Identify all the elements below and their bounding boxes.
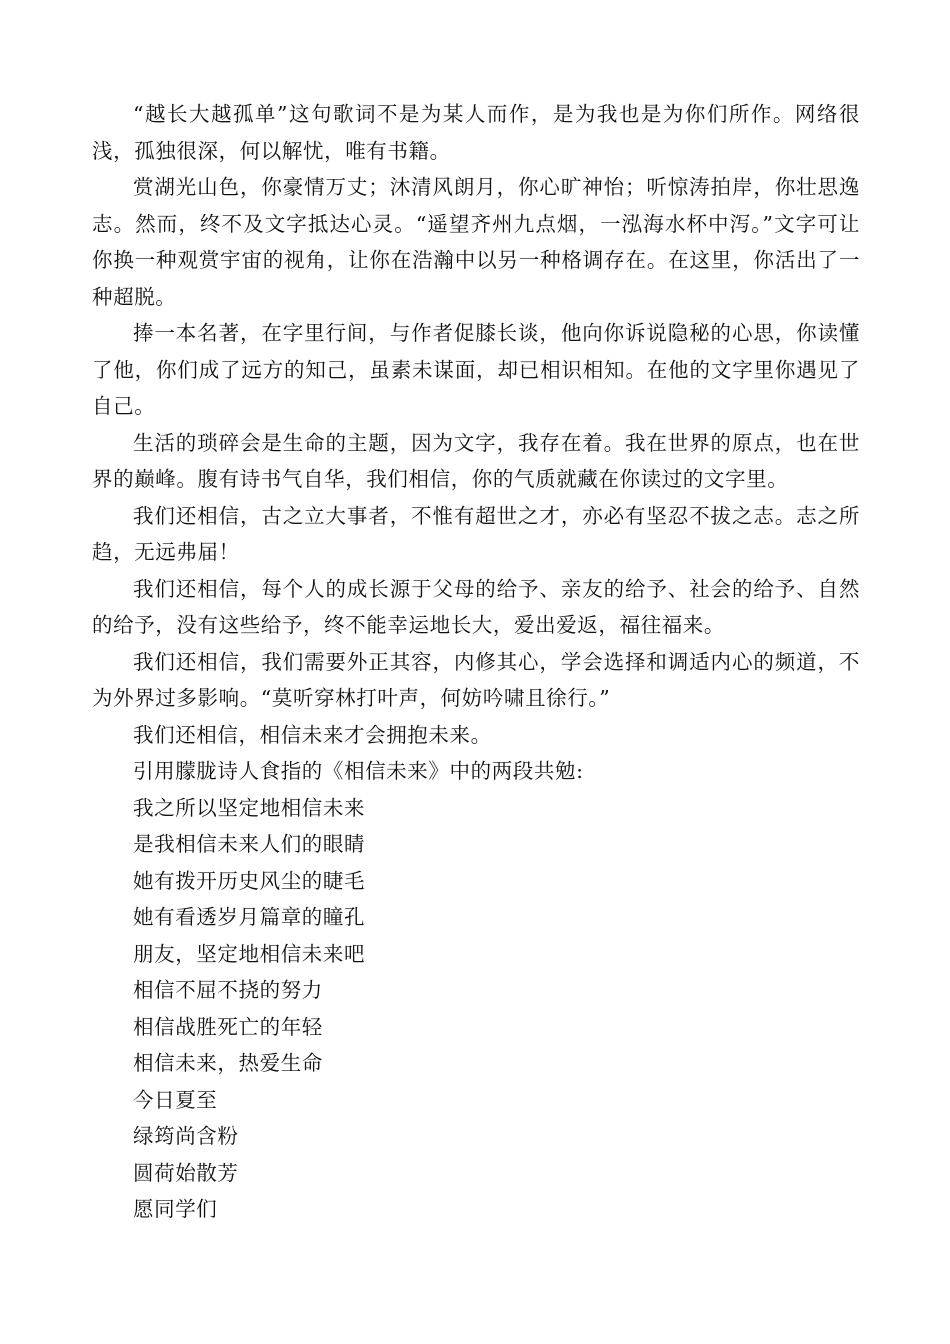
poem-line: 是我相信未来人们的眼睛: [133, 832, 366, 856]
poem-line: 朋友，坚定地相信未来吧: [133, 941, 366, 966]
paragraph-giving: 我们还相信，每个人的成长源于父母的给予、亲友的给予、社会的给予、自然的给予，没有这些给予，终不能幸运地长大，爱出爱返，福往福来。: [92, 576, 860, 637]
poem-line: 她有看透岁月篇章的瞳孔: [133, 905, 366, 929]
closing-line: 今日夏至: [133, 1087, 218, 1112]
paragraph-inner-cultivation: 我们还相信，我们需要外正其容，内修其心，学会选择和调适内心的频道，不为外界过多影响。“莫听穿林打叶声，何妨吟啸且徐行。”: [92, 649, 860, 710]
paragraph-life-trivia: 生活的琐碎会是生命的主题，因为文字，我存在着。我在世界的原点，也在世界的巅峰。腹有诗书气自华，我们相信，你的气质就藏在你读过的文字里。: [92, 430, 860, 491]
closing-line: 圆荷始散芳: [133, 1160, 239, 1185]
document-page: [92, 96, 860, 1228]
paragraph-classics: 捧一本名著，在字里行间，与作者促膝长谈，他向你诉说隐秘的心思，你读懂了他，你们成了远方的知己，虽素未谋面，却已相识相知。在他的文字里你遇见了自己。: [92, 321, 860, 418]
poem-line: 相信不屈不挠的努力: [133, 978, 323, 1002]
paragraph-great-ambition: 我们还相信，古之立大事者，不惟有超世之才，亦必有坚忍不拔之志。志之所趋，无远弗届！: [92, 503, 860, 564]
closing-line: 愿同学们: [133, 1197, 218, 1221]
poem-line: 我之所以坚定地相信未来: [133, 795, 366, 820]
paragraph-lonely-lyric: “越长大越孤单”这句歌词不是为某人而作，是为我也是为你们所作。网络很浅，孤独很深，何以解忧，唯有书籍。: [92, 102, 860, 163]
line-believe-future: 我们还相信，相信未来才会拥抱未来。: [133, 722, 492, 747]
closing-line: 绿筠尚含粉: [133, 1124, 239, 1148]
poem-line: 她有拨开历史风尘的睫毛: [133, 868, 366, 893]
paragraph-scenery: 赏湖光山色，你豪情万丈；沐清风朗月，你心旷神怡；听惊涛拍岸，你壮思逸志。然而，终不及文字抵达心灵。“遥望齐州九点烟，一泓海水杯中泻。”文字可让你换一种观赏宇宙的视角，让你在浩瀚中以另一种格调存在。在这里，你活出了一种超脱。: [92, 175, 860, 309]
line-poem-intro: 引用朦胧诗人食指的《相信未来》中的两段共勉:: [133, 759, 584, 783]
poem-line: 相信未来，热爱生命: [133, 1051, 323, 1075]
poem-line: 相信战胜死亡的年轻: [133, 1014, 323, 1039]
